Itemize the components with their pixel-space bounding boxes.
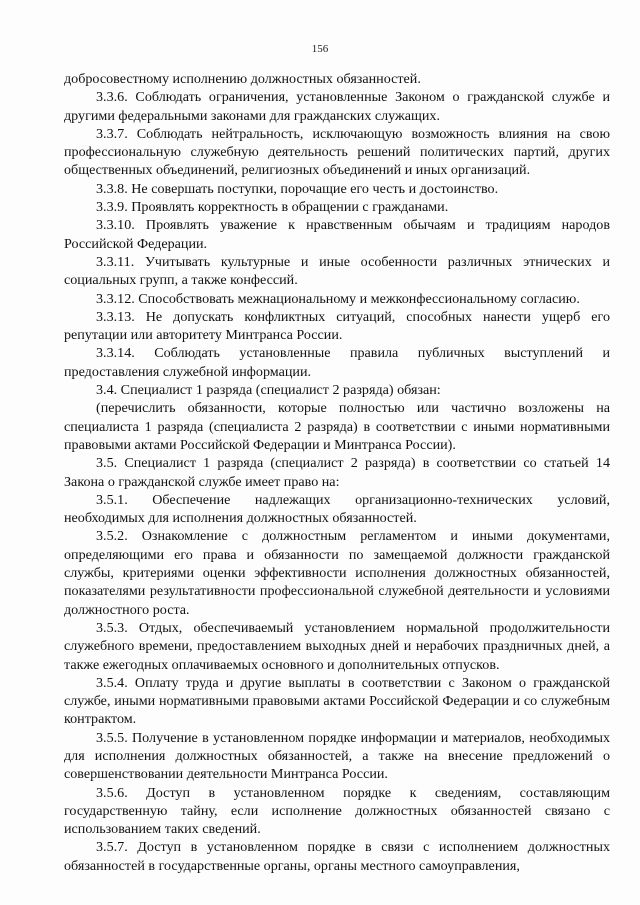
paragraph: 3.4. Специалист 1 разряда (специалист 2 разряда) обязан: xyxy=(96,382,441,399)
paragraph: 3.5.6. Доступ в установленном порядке к сведениям, составляющим государственную тайну, если исполнение должностных обязанностей связано с использованием таких сведений. xyxy=(64,784,610,838)
document-body xyxy=(64,70,610,875)
paragraph: 3.5.5. Получение в установленном порядке информации и материалов, необходимых для исполнения должностных обязанностей, а также на внесение предложений о совершенствовании деятельности Минтранса России. xyxy=(64,729,610,783)
paragraph: 3.3.7. Соблюдать нейтральность, исключающую возможность влияния на свою профессиональную служебную деятельность решений политических партий, других общественных объединений, религиозных объединений и иных организаций. xyxy=(64,125,610,179)
page-number: 156 xyxy=(311,43,329,55)
paragraph: добросовестному исполнению должностных обязанностей. xyxy=(64,71,421,87)
paragraph: 3.3.11. Учитывать культурные и иные особенности различных этнических и социальных групп, а также конфессий. xyxy=(64,253,610,289)
paragraph: 3.3.10. Проявлять уважение к нравственным обычаям и традициям народов Российской Федерации. xyxy=(64,217,610,252)
paragraph: 3.5.4. Оплату труда и другие выплаты в соответствии с Законом о гражданской службе, иными нормативными правовыми актами Российской Федерации и со служебным контрактом. xyxy=(64,674,610,728)
paragraph: 3.5.2. Ознакомление с должностным регламентом и иными документами, определяющими его права и обязанности по замещаемой должности гражданской службы, критериями оценки эффективности исполнения должностных обязанностей, показателями результативности профессиональной служебной деятельности и условиями должностного роста. xyxy=(64,528,610,618)
paragraph: 3.3.12. Способствовать межнациональному и межконфессиональному согласию. xyxy=(96,290,580,307)
paragraph: 3.3.8. Не совершать поступки, порочащие его честь и достоинство. xyxy=(96,180,499,197)
paragraph: 3.3.14. Соблюдать установленные правила публичных выступлений и предоставления служебной информации. xyxy=(64,345,610,380)
paragraph: 3.5.7. Доступ в установленном порядке в связи с исполнением должностных обязанностей в государственные органы, органы местного самоуправления, xyxy=(64,839,610,874)
paragraph: 3.3.9. Проявлять корректность в обращении с гражданами. xyxy=(96,199,449,216)
paragraph: 3.5.3. Отдых, обеспечиваемый установлением нормальной продолжительности служебного времени, предоставлением выходных дней и нерабочих праздничных дней, а также ежегодных оплачиваемых основного и дополнительных отпусков. xyxy=(64,619,610,673)
paragraph: 3.5. Специалист 1 разряда (специалист 2 разряда) в соответствии со статьей 14 Закона о гражданской службе имеет право на: xyxy=(64,455,610,490)
paragraph: 3.3.13. Не допускать конфликтных ситуаций, способных нанести ущерб его репутации или авторитету Минтранса России. xyxy=(64,308,610,344)
paragraph: (перечислить обязанности, которые полностью или частично возложены на специалиста 1 разряда (специалиста 2 разряда) в соответствии с иными нормативными правовыми актами Российской Федерации и Минтранса России). xyxy=(64,400,610,453)
paragraph: 3.3.6. Соблюдать ограничения, установленные Законом о гражданской службе и другими федеральными законами для гражданских служащих. xyxy=(64,89,610,124)
paragraph: 3.5.1. Обеспечение надлежащих организационно-технических условий, необходимых для исполнения должностных обязанностей. xyxy=(64,491,610,527)
